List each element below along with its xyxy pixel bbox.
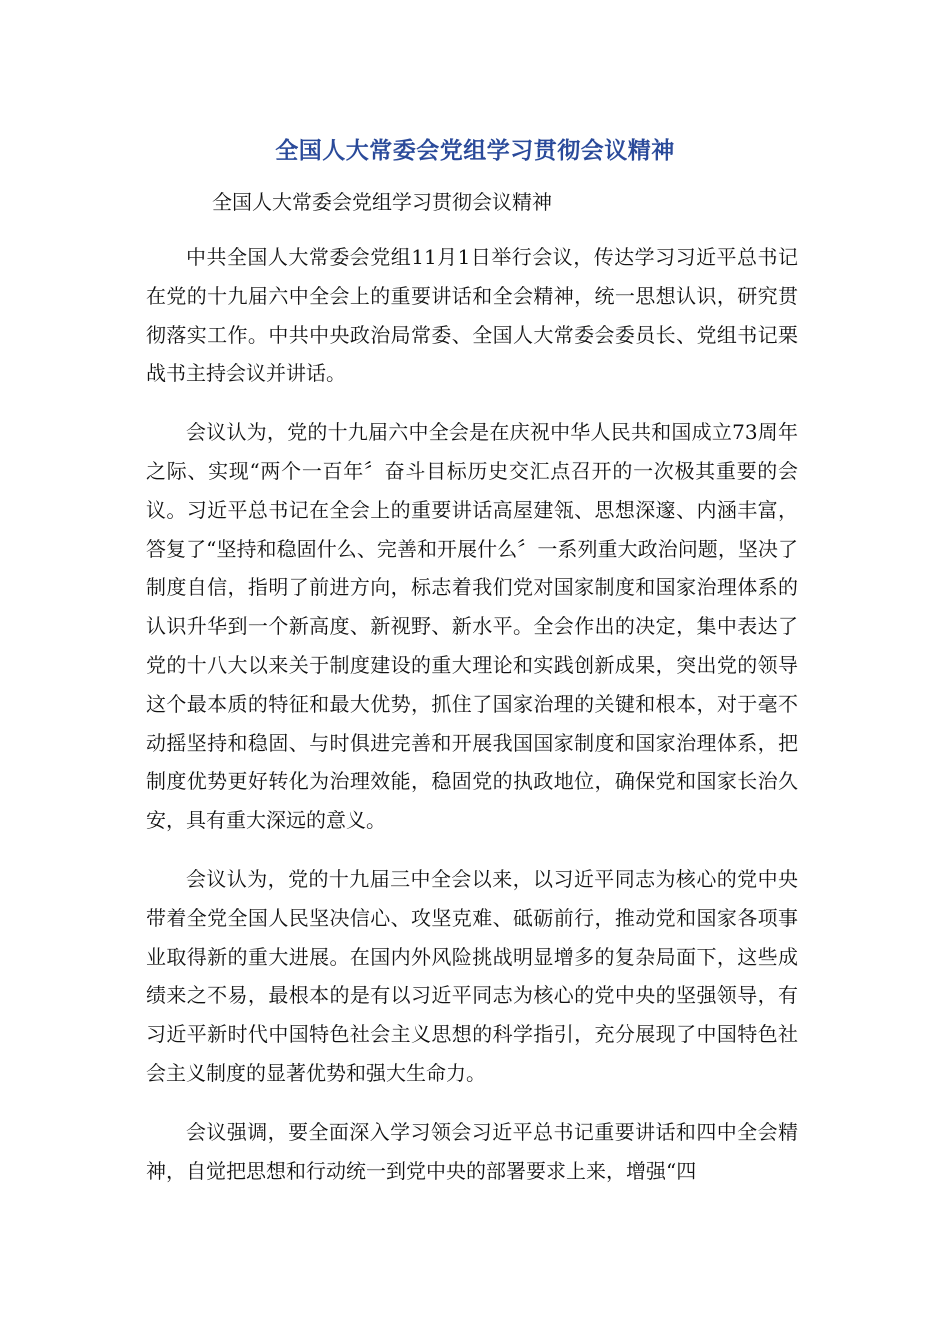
- paragraph: 中共全国人大常委会党组11月1日举行会议，传达学习习近平总书记在党的十九届六中全会上的重要讲话和全会精神，统一思想认识，研究贯彻落实工作。中共中央政治局常委、全国人大常委会委员长、党组书记栗战书主持会议并讲话。: [146, 245, 798, 386]
- paragraph: 会议认为，党的十九届三中全会以来，以习近平同志为核心的党中央带着全党全国人民坚决信心、攻坚克难、砥砺前行，推动党和国家各项事业取得新的重大进展。在国内外风险挑战明显增多的复杂局面下，这些成绩来之不易，最根本的是有以习近平同志为核心的党中央的坚强领导，有习近平新时代中国特色社会主义思想的科学指引，充分展现了中国特色社会主义制度的显著优势和强大生命力。: [146, 866, 798, 1085]
- document-title: 全国人大常委会党组学习贯彻会议精神: [275, 138, 675, 164]
- document-subtitle: 全国人大常委会党组学习贯彻会议精神: [212, 190, 552, 214]
- paragraph: 会议强调，要全面深入学习领会习近平总书记重要讲话和四中全会精神，自觉把思想和行动统一到党中央的部署要求上来，增强“四: [146, 1119, 798, 1183]
- document-body: [146, 238, 798, 1210]
- paragraph: 会议认为，党的十九届六中全会是在庆祝中华人民共和国成立73周年之际、实现“两个一百年〞奋斗目标历史交汇点召开的一次极其重要的会议。习近平总书记在全会上的重要讲话高屋建瓴、思想深邃、内涵丰富，答复了“坚持和稳固什么、完善和开展什么〞一系列重大政治问题，坚决了制度自信，指明了前进方向，标志着我们党对国家制度和国家治理体系的认识升华到一个新高度、新视野、新水平。全会作出的决定，集中表达了党的十八大以来关于制度建设的重大理论和实践创新成果，突出党的领导这个最本质的特征和最大优势，抓住了国家治理的关键和根本，对于毫不动摇坚持和稳固、与时俱进完善和开展我国国家制度和国家治理体系，把制度优势更好转化为治理效能，稳固党的执政地位，确保党和国家长治久安，具有重大深远的意义。: [146, 420, 798, 833]
